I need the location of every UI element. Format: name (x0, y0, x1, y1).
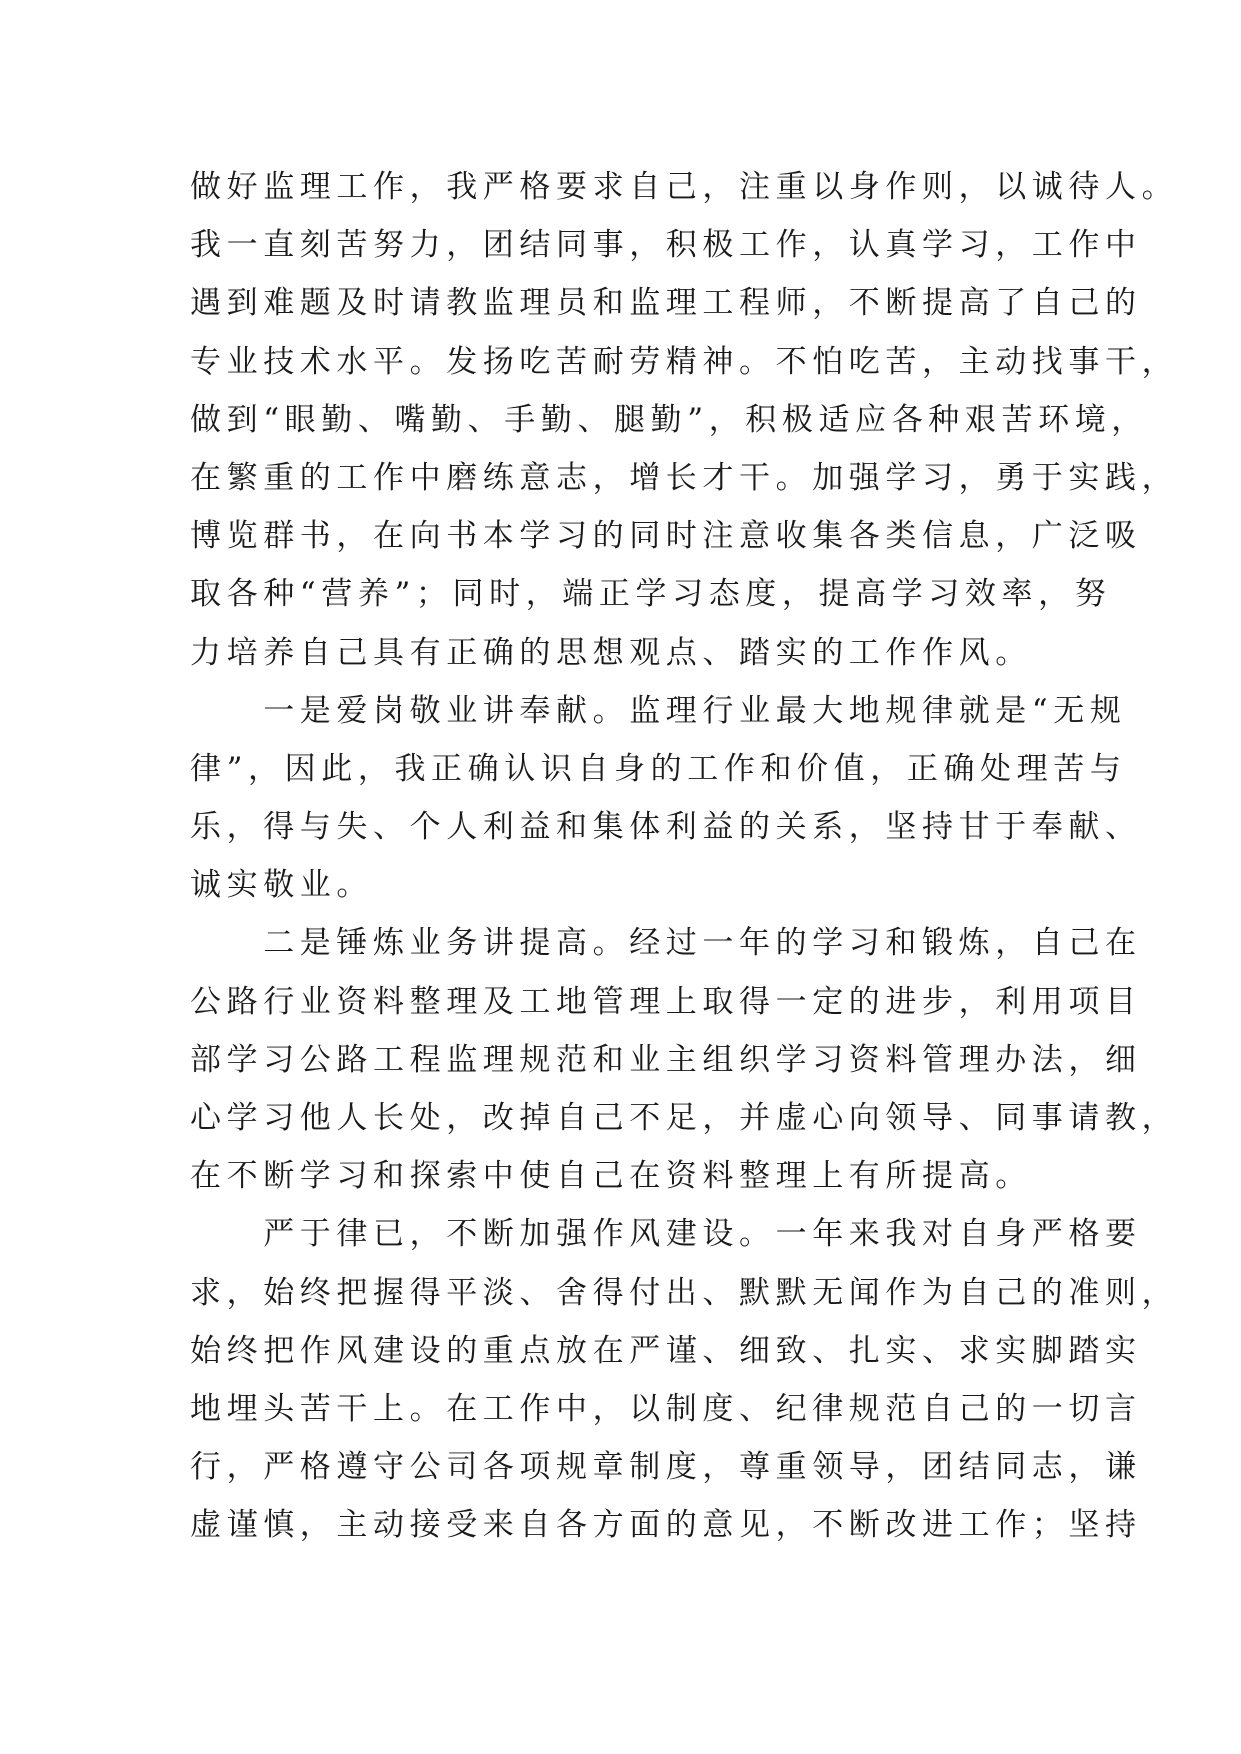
text-line: 求，始终把握得平淡、舍得付出、默默无闻作为自己的准则， (190, 1274, 1179, 1311)
text-line: 乐，得与失、个人利益和集体利益的关系，坚持甘于奉献、 (190, 809, 1142, 846)
text-line: 在不断学习和探索中使自己在资料整理上有所提高。 (190, 1158, 1032, 1195)
text-line: 部学习公路工程监理规范和业主组织学习资料管理办法，细 (190, 1041, 1142, 1078)
text-line: 二是锤炼业务讲提高。经过一年的学习和锻炼，自己在 (190, 925, 1142, 962)
text-line: 地埋头苦干上。在工作中，以制度、纪律规范自己的一切言 (190, 1390, 1142, 1427)
text-line: 做到“眼勤、嘴勤、手勤、腿勤”，积极适应各种艰苦环境， (190, 401, 1148, 438)
text-line: 专业技术水平。发扬吃苦耐劳精神。不怕吃苦，主动找事干， (190, 343, 1179, 380)
text-line: 取各种“营养”；同时，端正学习态度，提高学习效率，努 (190, 576, 1112, 613)
text-line: 博览群书，在向书本学习的同时注意收集各类信息，广泛吸 (190, 518, 1142, 555)
text-line: 我一直刻苦努力，团结同事，积极工作，认真学习，工作中 (190, 227, 1142, 264)
text-line: 虚谨慎，主动接受来自各方面的意见，不断改进工作；坚持 (190, 1507, 1142, 1544)
text-line: 一是爱岗敬业讲奉献。监理行业最大地规律就是“无规 (190, 692, 1127, 729)
text-line: 心学习他人长处，改掉自己不足，并虚心向领导、同事请教， (190, 1100, 1179, 1136)
text-line: 力培养自己具有正确的思想观点、踏实的工作作风。 (190, 634, 1032, 671)
text-line: 在繁重的工作中磨练意志，增长才干。加强学习，勇于实践， (190, 459, 1179, 496)
text-line: 始终把作风建设的重点放在严谨、细致、扎实、求实脚踏实 (190, 1332, 1142, 1369)
text-line: 严于律已，不断加强作风建设。一年来我对自身严格要 (190, 1216, 1142, 1253)
text-line: 律”，因此，我正确认识自身的工作和价值，正确处理苦与 (190, 750, 1127, 787)
text-line: 行，严格遵守公司各项规章制度，尊重领导，团结同志，谦 (190, 1449, 1142, 1486)
body-text (190, 158, 1179, 1555)
text-line: 做好监理工作，我严格要求自己，注重以身作则，以诚待人。 (190, 169, 1179, 205)
text-line: 诚实敬业。 (190, 867, 373, 904)
text-line: 公路行业资料整理及工地管理上取得一定的进步，利用项目 (190, 983, 1142, 1020)
text-line: 遇到难题及时请教监理员和监理工程师，不断提高了自己的 (190, 285, 1142, 322)
